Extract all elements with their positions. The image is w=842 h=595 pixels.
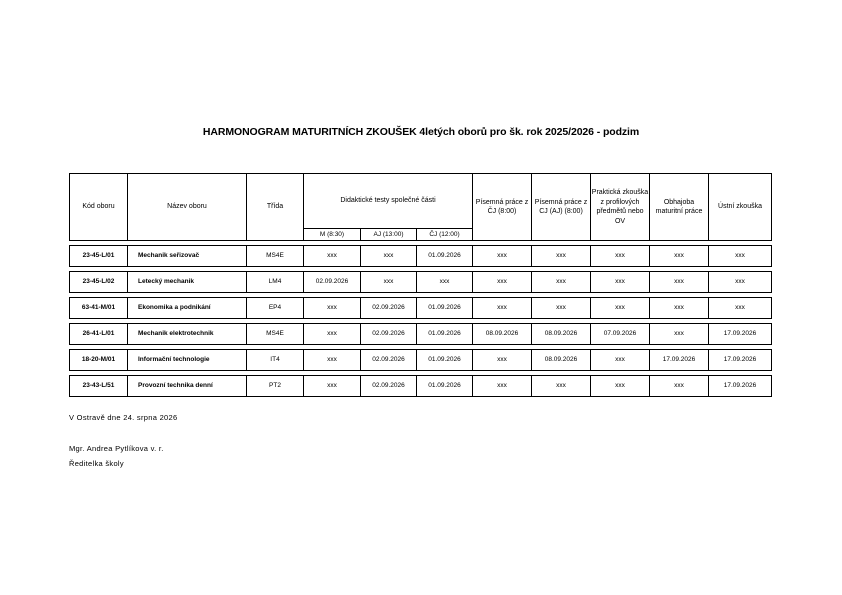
header-prakticka: Praktická zkouška z profilových předmětů nebo OV: [591, 174, 650, 241]
cell-nazev: Ekonomika a podnikání: [128, 298, 247, 319]
cell-trida: LM4: [247, 272, 304, 293]
cell-kod: 23-45-L/01: [70, 246, 128, 267]
header-ustni: Ústní zkouška: [709, 174, 772, 241]
cell-pcj: xxx: [473, 298, 532, 319]
cell-cj: 01.09.2026: [417, 376, 473, 397]
cell-m: 02.09.2026: [304, 272, 361, 293]
cell-m: xxx: [304, 246, 361, 267]
table-row: [70, 272, 772, 293]
cell-paj: 08.09.2026: [532, 324, 591, 345]
header-didakticke: Didaktické testy společné části: [304, 174, 473, 229]
cell-nazev: Letecký mechanik: [128, 272, 247, 293]
table-row: [70, 298, 772, 319]
cell-kod: 26-41-L/01: [70, 324, 128, 345]
cell-prak: xxx: [591, 376, 650, 397]
cell-kod: 23-45-L/02: [70, 272, 128, 293]
cell-paj: xxx: [532, 272, 591, 293]
cell-aj: 02.09.2026: [361, 350, 417, 371]
cell-ustni: 17.09.2026: [709, 350, 772, 371]
cell-paj: 08.09.2026: [532, 350, 591, 371]
cell-m: xxx: [304, 324, 361, 345]
cell-pcj: xxx: [473, 350, 532, 371]
header-obhajoba: Obhajoba maturitní práce: [650, 174, 709, 241]
cell-obh: 17.09.2026: [650, 350, 709, 371]
cell-aj: 02.09.2026: [361, 324, 417, 345]
cell-cj: 01.09.2026: [417, 298, 473, 319]
header-sub-m: M (8:30): [304, 229, 361, 241]
cell-obh: xxx: [650, 298, 709, 319]
cell-nazev: Mechanik seřizovač: [128, 246, 247, 267]
cell-aj: xxx: [361, 246, 417, 267]
cell-obh: xxx: [650, 324, 709, 345]
cell-prak: xxx: [591, 246, 650, 267]
table-row: [70, 350, 772, 371]
document-title: HARMONOGRAM MATURITNÍCH ZKOUŠEK 4letých oborů pro šk. rok 2025/2026 - podzim: [202, 126, 640, 138]
cell-nazev: Informační technologie: [128, 350, 247, 371]
cell-ustni: xxx: [709, 272, 772, 293]
cell-trida: MS4E: [247, 324, 304, 345]
cell-nazev: Provozní technika denní: [128, 376, 247, 397]
table-row: [70, 376, 772, 397]
cell-ustni: xxx: [709, 246, 772, 267]
header-sub-aj: AJ (13:00): [361, 229, 417, 241]
cell-prak: xxx: [591, 350, 650, 371]
cell-obh: xxx: [650, 246, 709, 267]
table-row: [70, 246, 772, 267]
cell-m: xxx: [304, 350, 361, 371]
cell-pcj: xxx: [473, 246, 532, 267]
cell-aj: 02.09.2026: [361, 298, 417, 319]
cell-nazev: Mechanik elektrotechnik: [128, 324, 247, 345]
cell-trida: PT2: [247, 376, 304, 397]
cell-ustni: 17.09.2026: [709, 376, 772, 397]
cell-pcj: xxx: [473, 376, 532, 397]
cell-ustni: 17.09.2026: [709, 324, 772, 345]
cell-trida: MS4E: [247, 246, 304, 267]
cell-pcj: xxx: [473, 272, 532, 293]
header-trida: Třída: [247, 174, 304, 241]
cell-pcj: 08.09.2026: [473, 324, 532, 345]
cell-kod: 23-43-L/51: [70, 376, 128, 397]
exam-schedule-table: [69, 173, 772, 397]
cell-aj: xxx: [361, 272, 417, 293]
place-date: V Ostravě dne 24. srpna 2026: [69, 413, 178, 422]
cell-kod: 63-41-M/01: [70, 298, 128, 319]
cell-cj: 01.09.2026: [417, 350, 473, 371]
signature-name: Mgr. Andrea Pytlíkova v. r.: [69, 444, 164, 453]
table-row: [70, 324, 772, 345]
cell-paj: xxx: [532, 246, 591, 267]
cell-paj: xxx: [532, 298, 591, 319]
cell-ustni: xxx: [709, 298, 772, 319]
cell-prak: 07.09.2026: [591, 324, 650, 345]
header-nazev: Název oboru: [128, 174, 247, 241]
cell-obh: xxx: [650, 376, 709, 397]
header-kod: Kód oboru: [70, 174, 128, 241]
cell-cj: 01.09.2026: [417, 246, 473, 267]
cell-m: xxx: [304, 298, 361, 319]
signature-role: Ředitelka školy: [69, 459, 124, 468]
cell-paj: xxx: [532, 376, 591, 397]
header-pisemna-aj: Písemná práce z CJ (AJ) (8:00): [532, 174, 591, 241]
cell-cj: 01.09.2026: [417, 324, 473, 345]
cell-kod: 18-20-M/01: [70, 350, 128, 371]
header-sub-cj: ČJ (12:00): [417, 229, 473, 241]
cell-trida: IT4: [247, 350, 304, 371]
cell-aj: 02.09.2026: [361, 376, 417, 397]
cell-m: xxx: [304, 376, 361, 397]
cell-prak: xxx: [591, 298, 650, 319]
cell-obh: xxx: [650, 272, 709, 293]
cell-cj: xxx: [417, 272, 473, 293]
cell-prak: xxx: [591, 272, 650, 293]
header-pisemna-cj: Písemná práce z ČJ (8:00): [473, 174, 532, 241]
cell-trida: EP4: [247, 298, 304, 319]
